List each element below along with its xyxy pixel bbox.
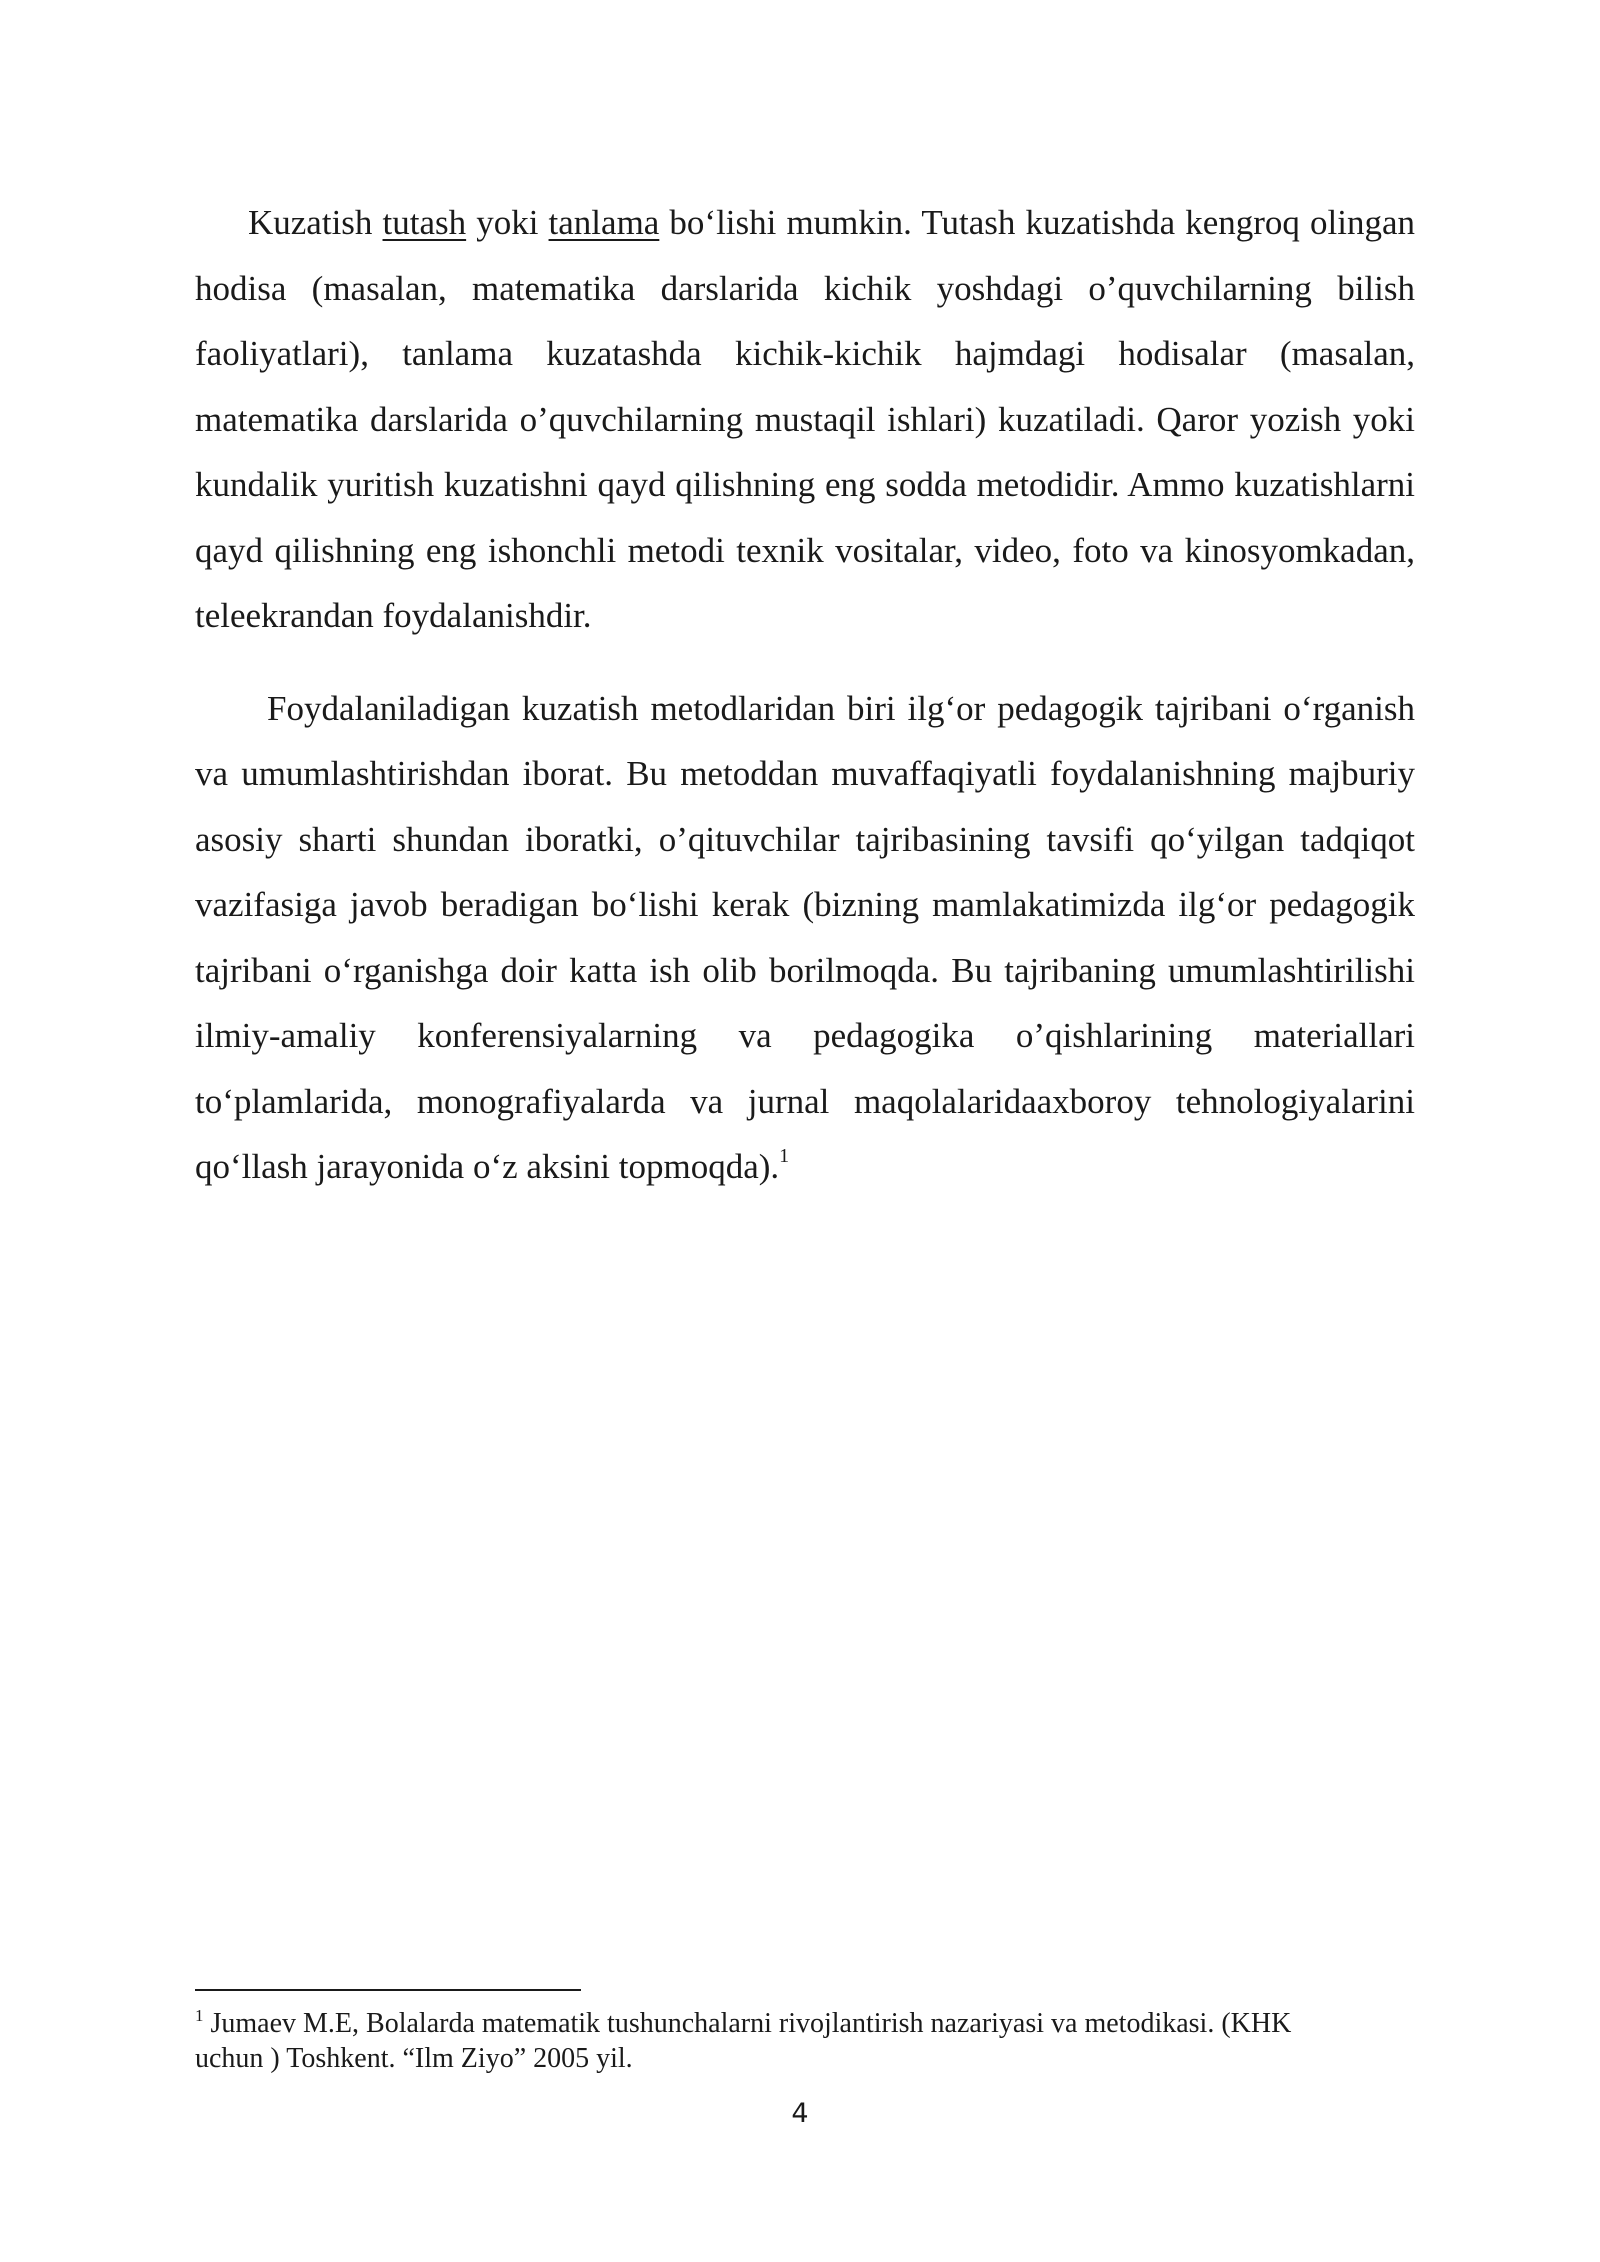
footnote-marker: 1 xyxy=(195,2006,204,2025)
paragraph-1 xyxy=(195,190,1415,649)
footnote-text: Jumaev M.E, Bolalarda matematik tushunchalarni rivojlantirish nazariyasi va metodikasi. (KHK uchun ) Toshkent. “Ilm Ziyo” 2005 yil. xyxy=(195,2008,1292,2074)
footnote-reference[interactable]: 1 xyxy=(779,1145,790,1167)
paragraph-1-mid: yoki xyxy=(466,203,549,242)
footnote-separator xyxy=(195,1989,581,1991)
paragraph-1-lead: Kuzatish xyxy=(248,203,383,242)
term-tutash: tutash xyxy=(382,203,467,242)
page-number: 4 xyxy=(791,2098,809,2129)
footnote xyxy=(195,2006,1365,2076)
paragraph-2-text: Foydalaniladigan kuzatish metodlaridan biri ilg‘or pedagogik tajribani o‘rganish va umumlashtirishdan iborat. Bu metoddan muvaffaqiyatli foydalanishning majburiy asosiy sharti shundan iboratki, o’qituvchilar tajribasining tavsifi qo‘yilgan tadqiqot vazifasiga javob beradigan bo‘lishi kerak (bizning mamlakatimizda ilg‘or pedagogik tajribani o‘rganishga doir katta ish olib borilmoqda. Bu tajribaning umumlashtirilishi ilmiy-amaliy konferensiyalarning va pedagogika o’qishlarining materiallari to‘plamlarida, monografiyalarda va jurnal maqolalaridaaxboroy tehnologiyalarini qo‘llash jarayonida o‘z aksini topmoqda). xyxy=(195,688,1415,1186)
paragraph-2 xyxy=(195,676,1415,1200)
body-text xyxy=(195,190,1415,1200)
paragraph-1-rest: bo‘lishi mumkin. Tutash kuzatishda kengroq olingan hodisa (masalan, matematika darslarida kichik yoshdagi o’quvchilarning bilish faoliyatlari), tanlama kuzatashda kichik-kichik hajmdagi hodisalar (masalan, matematika darslarida o’quvchilarning mustaqil ishlari) kuzatiladi. Qaror yozish yoki kundalik yuritish kuzatishni qayd qilishning eng sodda metodidir. Ammo kuzatishlarni qayd qilishning eng ishonchli metodi texnik vositalar, video, foto va kinosyomkadan, teleekrandan foydalanishdir. xyxy=(195,203,1415,635)
term-tanlama: tanlama xyxy=(548,203,660,242)
